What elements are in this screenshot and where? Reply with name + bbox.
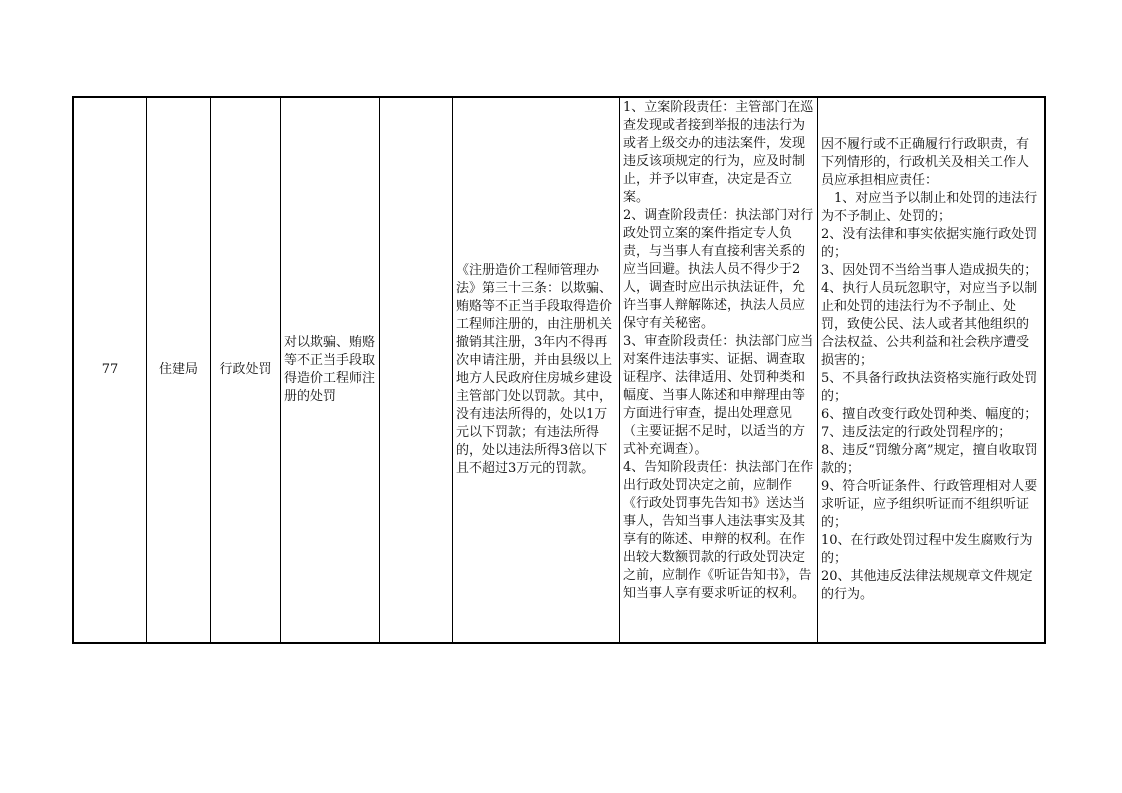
item-name: 对以欺骗、贿赂等不正当手段取得造价工程师注册的处罚 bbox=[284, 335, 376, 404]
responsibility-item: 1、立案阶段责任：主管部门在巡查发现或者接到举报的违法行为或者上级交办的违法案件，发现违反该项规定的行为，应及时制止，并予以审查，决定是否立案。 bbox=[623, 100, 814, 205]
legal-basis-cell bbox=[453, 98, 620, 642]
table-row bbox=[72, 96, 1046, 644]
accountability-item: 7、违反法定的行政处罚程序的； bbox=[821, 425, 1012, 440]
responsibility-item: 3、审查阶段责任：执法部门应当对案件违法事实、证据、调查取证程序、法律适用、处罚种类和幅度、当事人陈述和申辩理由等方面进行审查，提出处理意见（主要证据不足时，以适当的方式补充调查）。 bbox=[623, 334, 814, 457]
accountability-item: 20、其他违反法律法规规章文件规定的行为。 bbox=[821, 569, 1033, 602]
category-cell bbox=[211, 98, 281, 642]
responsibility-item: 2、调查阶段责任：执法部门对行政处罚立案的案件指定专人负责，与当事人有直接利害关系的应当回避。执法人员不得少于2人，调查时应出示执法证件，允许当事人辩解陈述，执法人员应保守有关秘密。 bbox=[623, 208, 814, 331]
department: 住建局 bbox=[158, 362, 198, 377]
accountability-item: 1、对应当予以制止和处罚的违法行为不予制止、处罚的； bbox=[821, 191, 1038, 224]
accountability-item: 10、在行政处罚过程中发生腐败行为的； bbox=[821, 533, 1033, 566]
accountability-cell bbox=[818, 98, 1044, 642]
accountability-item: 因不履行或不正确履行行政职责，有下列情形的，行政机关及相关工作人员应承担相应责任： bbox=[821, 137, 1030, 188]
accountability-item: 3、因处罚不当给当事人造成损失的； bbox=[821, 263, 1038, 278]
responsibility-item: 4、告知阶段责任：执法部门在作出行政处罚决定之前，应制作《行政处罚事先告知书》送达当事人，告知当事人违法事实及其享有的陈述、申辩的权利。在作出较大数额罚款的行政处罚决定之前，应制作《听证告知书》，告知当事人享有要求听证的权利。 bbox=[623, 460, 814, 601]
row-number: 77 bbox=[101, 362, 119, 377]
item-name-cell bbox=[281, 98, 380, 642]
accountability-item: 9、符合听证条件、行政管理相对人要求听证，应予组织听证而不组织听证的； bbox=[821, 479, 1038, 530]
accountability-item: 2、没有法律和事实依据实施行政处罚的； bbox=[821, 227, 1038, 260]
accountability-item: 5、不具备行政执法资格实施行政处罚的； bbox=[821, 371, 1038, 404]
accountability-item: 8、违反“罚缴分离”规定，擅自收取罚款的； bbox=[821, 443, 1038, 476]
accountability-list bbox=[821, 136, 1041, 604]
category: 行政处罚 bbox=[219, 362, 272, 377]
accountability-item: 6、擅自改变行政处罚种类、幅度的； bbox=[821, 407, 1038, 422]
responsibilities-list bbox=[623, 99, 814, 603]
responsibilities-cell bbox=[620, 98, 818, 642]
row-number-cell bbox=[74, 98, 147, 642]
accountability-item: 4、执行人员玩忽职守，对应当予以制止和处罚的违法行为不予制止、处罚，致使公民、法人或者其他组织的合法权益、公共利益和社会秩序遭受损害的； bbox=[821, 281, 1038, 368]
legal-basis: 《注册造价工程师管理办法》第三十三条：以欺骗、贿赂等不正当手段取得造价工程师注册的，由注册机关撤销其注册，3年内不得再次申请注册，并由县级以上地方人民政府住房城乡建设主管部门处以罚款。其中，没有违法所得的，处以1万元以下罚款；有违法所得的，处以违法所得3倍以下且不超过3万元的罚款。 bbox=[456, 263, 613, 476]
department-cell bbox=[147, 98, 211, 642]
sub-item-cell bbox=[380, 98, 453, 642]
